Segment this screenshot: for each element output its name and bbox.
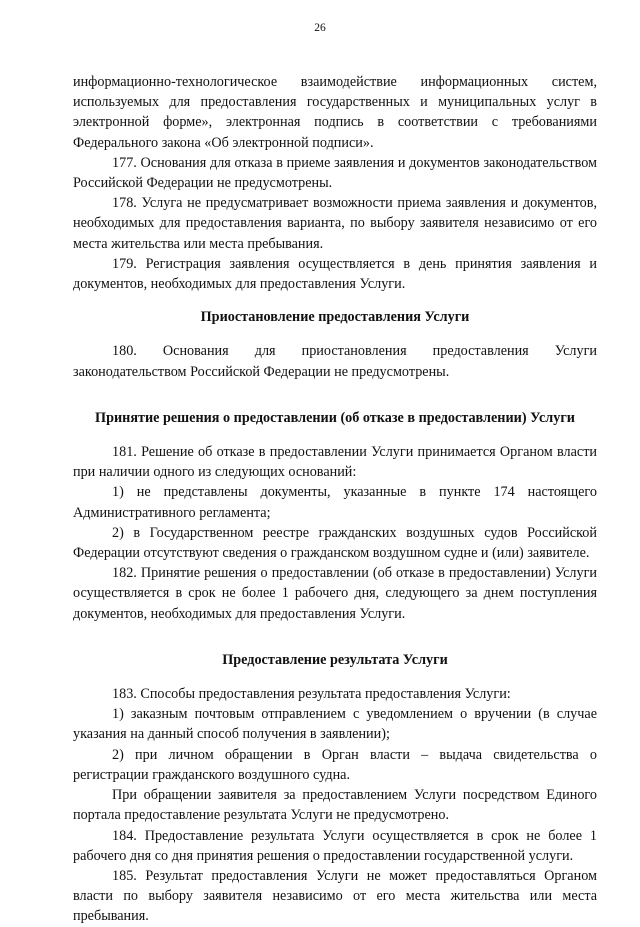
section-heading-suspension: Приостановление предоставления Услуги [200,309,470,326]
paragraph-184: 184. Предоставление результата Услуги осуществляется в срок не более 1 рабочего дня со дня принятия решения о предоставлении государственной услуги. [73,827,597,864]
section-heading-decision: Принятие решения о предоставлении (об отказе в предоставлении) Услуги [95,409,575,426]
paragraph-181-item-2: 2) в Государственном реестре гражданских воздушных судов Российской Федерации отсутствуют сведения о гражданском воздушном судне и (или) заявителе. [73,524,597,562]
paragraph-continuation: информационно-технологическое взаимодействие информационных систем, используемых для предоставления государственных и муниципальных услуг в электронной форме», электронная подпись в соответствии с требованиями Федерального закона «Об электронной подписи». [73,74,597,151]
section-heading-result: Предоставление результата Услуги [222,651,448,668]
paragraph-183-item-2: 2) при личном обращении в Орган власти – выдача свидетельства о регистрации гражданского воздушного судна. [73,746,597,783]
paragraph-183-note: При обращении заявителя за предоставлением Услуги посредством Единого портала предоставление результата Услуги не предусмотрено. [73,787,597,824]
paragraph-183: 183. Способы предоставления результата предоставления Услуги: [112,686,511,703]
paragraph-177: 177. Основания для отказа в приеме заявления и документов законодательством Российской Федерации не предусмотрены. [73,154,597,192]
paragraph-183-item-1: 1) заказным почтовым отправлением с уведомлением о вручении (в случае указания на данный способ получения в заявлении); [73,706,597,743]
page-number: 26 [314,22,326,34]
paragraph-181: 181. Решение об отказе в предоставлении Услуги принимается Органом власти при наличии одного из следующих оснований: [73,444,597,481]
paragraph-185: 185. Результат предоставления Услуги не может предоставляться Органом власти по выбору заявителя независимо от его места жительства или места пребывания. [73,867,597,925]
document-body [73,72,597,927]
paragraph-182: 182. Принятие решения о предоставлении (об отказе в предоставлении) Услуги осуществляется в срок не более 1 рабочего дня, следующего за днем поступления документов, необходимых для предоставления Услуги. [73,565,597,622]
paragraph-178: 178. Услуга не предусматривает возможности приема заявления и документов, необходимых для предоставления варианта, по выбору заявителя независимо от его места жительства или места пребывания. [73,195,597,252]
paragraph-179: 179. Регистрация заявления осуществляется в день принятия заявления и документов, необходимых для предоставления Услуги. [73,255,597,293]
paragraph-181-item-1: 1) не представлены документы, указанные в пункте 174 настоящего Административного регламента; [73,484,597,521]
paragraph-180: 180. Основания для приостановления предоставления Услуги законодательством Российской Федерации не предусмотрены. [73,343,597,380]
